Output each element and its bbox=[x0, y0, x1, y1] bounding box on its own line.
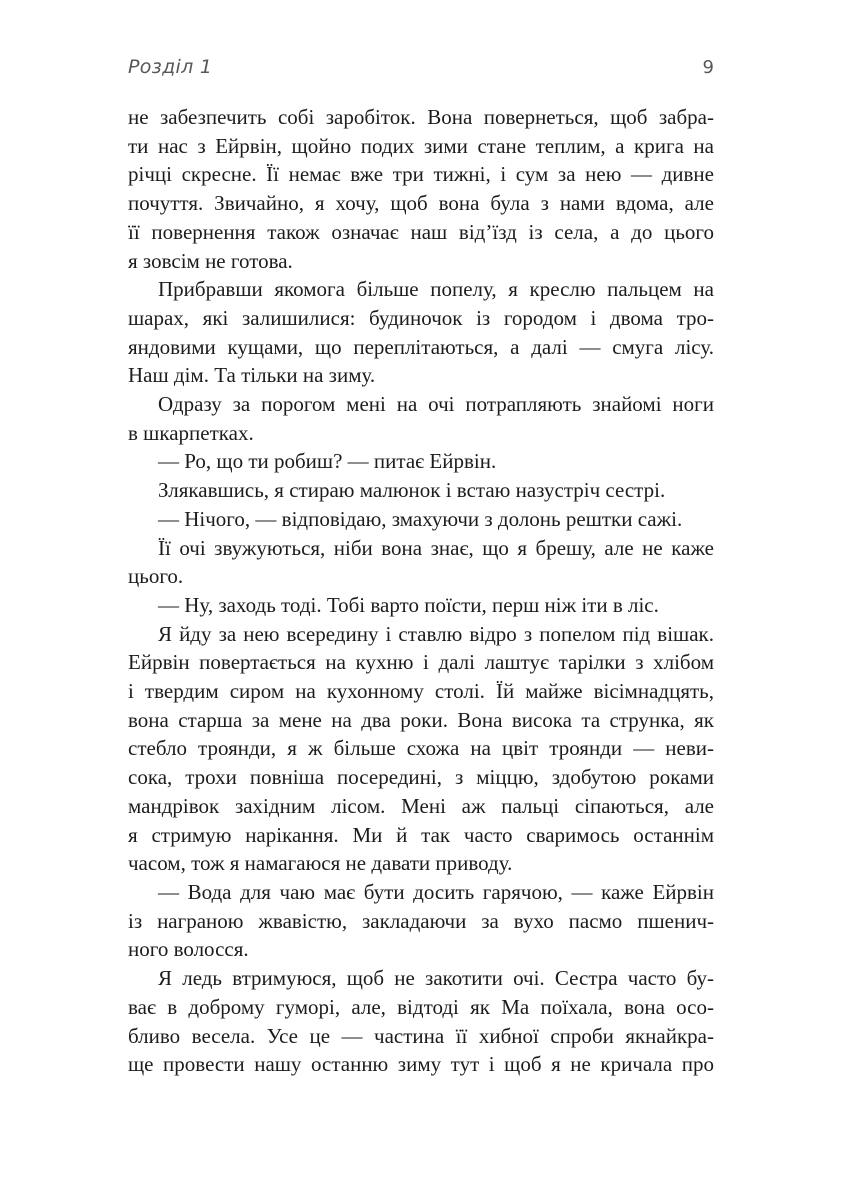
text-line: — Ну, заходь тоді. Тобі варто поїсти, перш ніж іти в ліс. bbox=[158, 592, 659, 617]
text-line: Одразу за порогом мені на очі потрапляють знайомі ноги bbox=[158, 392, 714, 417]
text-line: — Ро, що ти робиш? — питає Ейрвін. bbox=[158, 449, 497, 474]
text-line: Ейрвін повертається на кухню і далі лаштує тарілки з хлібом bbox=[128, 650, 714, 675]
text-line: — Нічого, — відповідаю, змахуючи з долонь рештки сажі. bbox=[158, 506, 683, 531]
text-line: шарах, які залишилися: будиночок із городом і двома тро- bbox=[128, 305, 714, 330]
text-line: і твердим сиром на кухонному столі. Їй майже вісімнадцять, bbox=[128, 679, 714, 704]
paragraph bbox=[128, 275, 714, 390]
text-line: в шкарпетках. bbox=[128, 420, 254, 445]
page-number: 9 bbox=[702, 57, 714, 78]
chapter-title: Розділ 1 bbox=[128, 56, 213, 78]
paragraph bbox=[128, 878, 714, 964]
paragraph bbox=[128, 447, 714, 476]
text-line: Злякавшись, я стираю малюнок і встаю назустріч сестрі. bbox=[158, 478, 666, 503]
text-line: часом, тож я намагаюся не давати приводу. bbox=[128, 851, 513, 876]
paragraph bbox=[128, 103, 714, 275]
paragraph bbox=[128, 534, 714, 591]
text-line: її повернення також означає наш від’їзд із села, а до цього bbox=[128, 219, 714, 244]
text-line: річці скресне. Її немає вже три тижні, і сум за нею — дивне bbox=[128, 162, 714, 187]
paragraph bbox=[128, 390, 714, 447]
page-header bbox=[128, 56, 714, 78]
paragraph bbox=[128, 964, 714, 1079]
text-line: ти нас з Ейрвін, щойно подих зими стане теплим, а крига на bbox=[128, 133, 714, 158]
text-line: Її очі звужуються, ніби вона знає, що я брешу, але не каже bbox=[158, 535, 714, 560]
text-line: сока, трохи повніша посередині, з міццю, здобутою роками bbox=[128, 765, 714, 790]
text-line: я зовсім не готова. bbox=[128, 248, 293, 273]
text-line: Наш дім. Та тільки на зиму. bbox=[128, 363, 376, 388]
text-line: цього. bbox=[128, 564, 184, 589]
text-line: Я ледь втримуюся, щоб не закотити очі. Сестра часто бу- bbox=[158, 966, 714, 991]
text-line: я стримую нарікання. Ми й так часто сваримось останнім bbox=[128, 822, 714, 847]
text-line: почуття. Звичайно, я хочу, щоб вона була з нами вдома, але bbox=[128, 191, 714, 216]
text-line: — Вода для чаю має бути досить гарячою, — каже Ейрвін bbox=[158, 879, 714, 904]
text-line: вона старша за мене на два роки. Вона висока та струнка, як bbox=[128, 707, 714, 732]
text-line: Я йду за нею всередину і ставлю відро з попелом під вішак. bbox=[158, 621, 714, 646]
text-line: ває в доброму гуморі, але, відтоді як Ма поїхала, вона осо- bbox=[128, 994, 714, 1019]
text-line: мандрівок західним лісом. Мені аж пальці сіпаються, але bbox=[128, 793, 714, 818]
paragraph bbox=[128, 505, 714, 534]
text-line: Прибравши якомога більше попелу, я креслю пальцем на bbox=[158, 277, 714, 302]
text-line: не забезпечить собі заробіток. Вона повернеться, щоб забра- bbox=[128, 105, 714, 129]
text-line: бливо весела. Усе це — частина її хибної спроби якнайкра- bbox=[128, 1023, 714, 1048]
text-line: яндовими кущами, що переплітаються, а далі — смуга лісу. bbox=[128, 334, 714, 359]
text-line: ного волосся. bbox=[128, 937, 249, 962]
text-line: із награною жвавістю, закладаючи за вухо пасмо пшенич- bbox=[128, 908, 714, 933]
paragraph bbox=[128, 620, 714, 878]
paragraph bbox=[128, 591, 714, 620]
paragraph bbox=[128, 476, 714, 505]
page-body bbox=[128, 103, 714, 1079]
text-line: ще провести нашу останню зиму тут і щоб я не кричала про bbox=[128, 1052, 714, 1077]
text-line: стебло троянди, я ж більше схожа на цвіт троянди — неви- bbox=[128, 736, 714, 761]
